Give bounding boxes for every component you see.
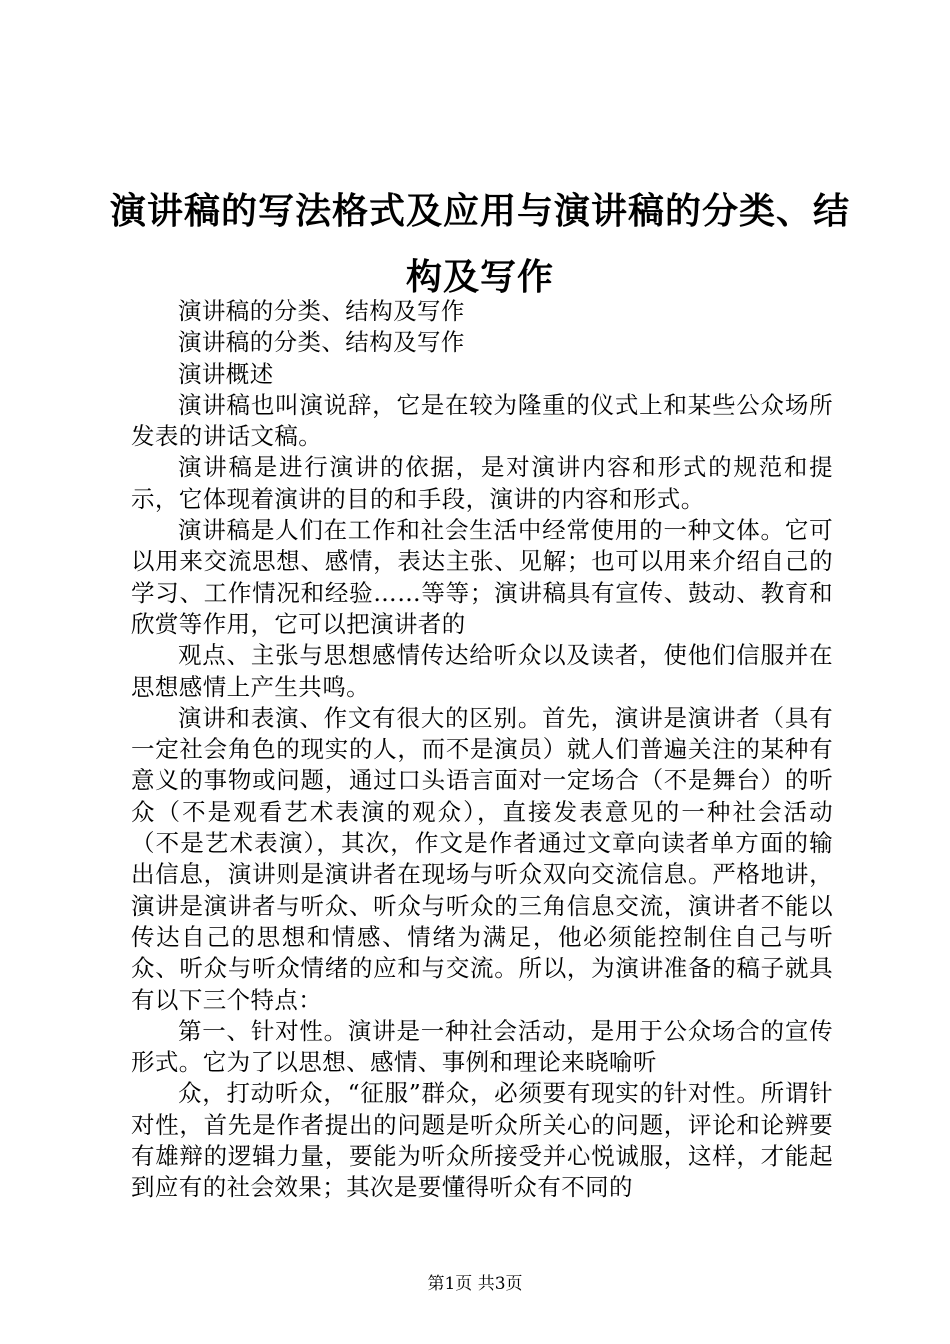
document-title: 演讲稿的写法格式及应用与演讲稿的分类、结构及写作 xyxy=(110,190,851,298)
document-body xyxy=(131,296,833,1204)
paragraph: 第一、针对性。演讲是一种社会活动，是用于公众场合的宣传形式。它为了以思想、感情、事例和理论来晓喻听 xyxy=(131,1016,833,1077)
paragraph: 演讲稿也叫演说辞，它是在较为隆重的仪式上和某些公众场所发表的讲话文稿。 xyxy=(131,390,833,451)
paragraph: 演讲概述 xyxy=(178,359,274,388)
paragraph: 众，打动听众，“征服”群众，必须要有现实的针对性。所谓针对性，首先是作者提出的问题是听众所关心的问题，评论和论辨要有雄辩的逻辑力量，要能为听众所接受并心悦诚服，这样，才能起到应有的社会效果；其次是要懂得听众有不同的 xyxy=(131,1079,833,1202)
paragraph: 演讲稿是人们在工作和社会生活中经常使用的一种文体。它可以用来交流思想、感情，表达主张、见解；也可以用来介绍自己的学习、工作情况和经验……等等；演讲稿具有宣传、鼓动、教育和欣赏等作用，它可以把演讲者的 xyxy=(131,516,833,638)
page-footer: 第1页 共3页 xyxy=(427,1274,523,1294)
paragraph: 观点、主张与思想感情传达给听众以及读者，使他们信服并在思想感情上产生共鸣。 xyxy=(131,641,833,701)
paragraph: 演讲稿是进行演讲的依据，是对演讲内容和形式的规范和提示，它体现着演讲的目的和手段，演讲的内容和形式。 xyxy=(131,453,833,513)
paragraph: 演讲稿的分类、结构及写作 xyxy=(178,297,465,325)
paragraph: 演讲和表演、作文有很大的区别。首先，演讲是演讲者（具有一定社会角色的现实的人，而不是演员）就人们普遍关注的某种有意义的事物或问题，通过口头语言面对一定场合（不是舞台）的听众（不是观看艺术表演的观众），直接发表意见的一种社会活动（不是艺术表演），其次，作文是作者通过文章向读者单方面的输出信息，演讲则是演讲者在现场与听众双向交流信息。严格地讲，演讲是演讲者与听众、听众与听众的三角信息交流，演讲者不能以传达自己的思想和情感、情绪为满足，他必须能控制住自己与听众、听众与听众情绪的应和与交流。所以，为演讲准备的稿子就具有以下三个特点： xyxy=(131,703,833,1014)
paragraph: 演讲稿的分类、结构及写作 xyxy=(178,328,465,357)
